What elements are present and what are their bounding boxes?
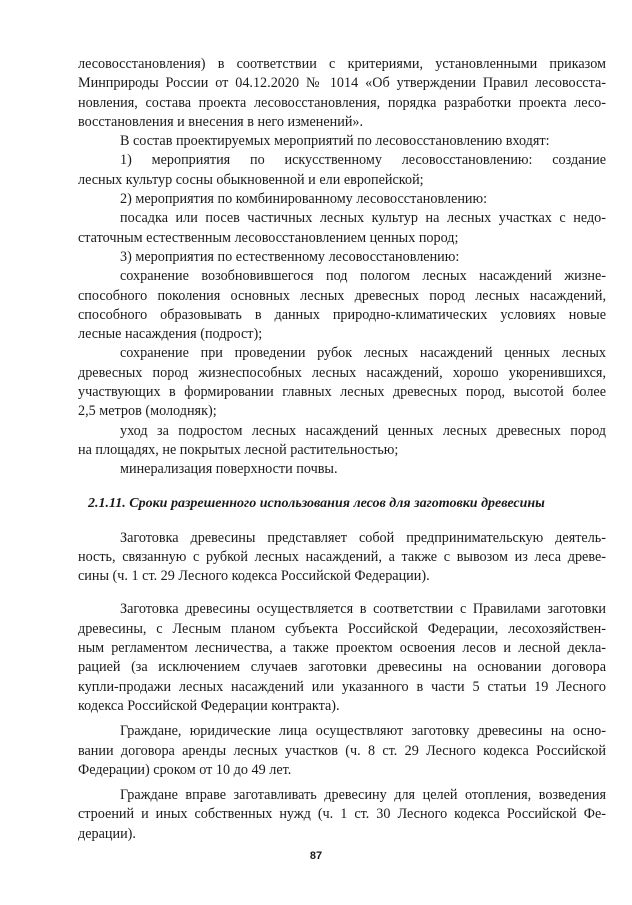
paragraph — [78, 151, 606, 190]
text-line: строений и иных собственных нужд (ч. 1 ст. 30 Лесного кодекса Российской Фе- — [78, 806, 606, 823]
text-line: ным регламентом лесничества, а также проектом освоения лесов и лесной декла- — [78, 640, 606, 657]
text-line: лесные насаждения (подрост); — [78, 326, 263, 343]
paragraph — [78, 422, 606, 461]
text-line: сохранение при проведении рубок лесных насаждений ценных лесных — [120, 345, 606, 362]
text-line: 1) мероприятия по искусственному лесовосстановлению: создание — [120, 152, 606, 169]
paragraph — [78, 786, 606, 844]
text-line: В состав проектируемых мероприятий по лесовосстановлению входят: — [120, 133, 550, 150]
paragraph — [78, 267, 606, 344]
bottom-text-block — [78, 529, 606, 844]
text-line: уход за подростом лесных насаждений ценных лесных древесных пород — [120, 422, 606, 439]
text-line: восстановления и внесения в него изменений». — [78, 113, 364, 130]
text-line: лесных культур сосны обыкновенной и ели европейской; — [78, 171, 424, 188]
paragraph — [78, 55, 606, 132]
text-line: новления, состава проекта лесовосстановления, порядка разработки проекта лесо- — [78, 94, 606, 111]
text-line: участвующих в формировании главных лесных древесных пород, высотой более — [78, 384, 606, 401]
text-line: Граждане вправе заготавливать древесину для целей отопления, возведения — [120, 787, 606, 804]
text-line: статочным естественным лесовосстановлением ценных пород; — [78, 229, 459, 246]
page-number: 87 — [309, 850, 323, 862]
paragraph — [78, 600, 606, 716]
text-line: вании договора аренды лесных участков (ч. 8 ст. 29 Лесного кодекса Российской — [78, 742, 606, 759]
text-line: 3) мероприятия по естественному лесовосстановлению: — [120, 248, 460, 265]
paragraph — [78, 460, 606, 479]
text-line: древесины, с Лесным планом субъекта Российской Федерации, лесохозяйствен- — [78, 620, 606, 637]
paragraph — [78, 132, 606, 151]
section-heading: 2.1.11. Сроки разрешенного использования лесов для заготовки древесины — [88, 495, 545, 511]
text-line: Заготовка древесины представляет собой предпринимательскую деятель- — [120, 529, 606, 546]
text-line: способного образовывать в данных природно-климатических условиях новые — [78, 306, 606, 323]
text-line: Федерации) сроком от 10 до 49 лет. — [78, 761, 292, 778]
paragraph — [78, 722, 606, 780]
paragraph — [78, 344, 606, 421]
text-line: древесных пород жизнеспособных лесных насаждений, хорошо укоренившихся, — [78, 364, 606, 381]
paragraph — [78, 529, 606, 587]
paragraph — [78, 248, 606, 267]
text-line: посадка или посев частичных лесных культур на лесных участках с недо- — [120, 210, 606, 227]
text-line: дерации). — [78, 825, 136, 842]
text-line: лесовосстановления) в соответствии с критериями, установленными приказом — [78, 56, 606, 72]
text-line: рацией (за исключением случаев заготовки древесины на основании договора — [78, 659, 606, 676]
paragraph — [78, 190, 606, 209]
text-line: кодекса Российской Федерации контракта). — [78, 697, 340, 714]
text-line: 2) мероприятия по комбинированному лесовосстановлению: — [120, 191, 488, 208]
text-line: Минприроды России от 04.12.2020 № 1014 «Об утверждении Правил лесовосста- — [78, 75, 606, 92]
text-line: способного поколения основных лесных древесных пород лесных насаждений, — [78, 287, 606, 304]
top-text-block — [78, 55, 606, 480]
text-line: Заготовка древесины осуществляется в соответствии с Правилами заготовки — [120, 601, 606, 618]
text-line: сохранение возобновившегося под пологом лесных насаждений жизне- — [120, 268, 606, 285]
text-line: 2,5 метров (молодняк); — [78, 403, 217, 420]
text-line: минерализация поверхности почвы. — [120, 461, 338, 478]
text-line: Граждане, юридические лица осуществляют заготовку древесины на осно- — [120, 723, 606, 740]
text-line: купли-продажи лесных насаждений или указанного в части 5 статьи 19 Лесного — [78, 678, 606, 695]
text-line: на площадях, не покрытых лесной растительностью; — [78, 441, 399, 458]
text-line: ность, связанную с рубкой лесных насаждений, а также с вывозом из леса древе- — [78, 548, 606, 565]
paragraph — [78, 209, 606, 248]
document-page — [78, 55, 606, 844]
text-line: сины (ч. 1 ст. 29 Лесного кодекса Российской Федерации). — [78, 568, 430, 585]
